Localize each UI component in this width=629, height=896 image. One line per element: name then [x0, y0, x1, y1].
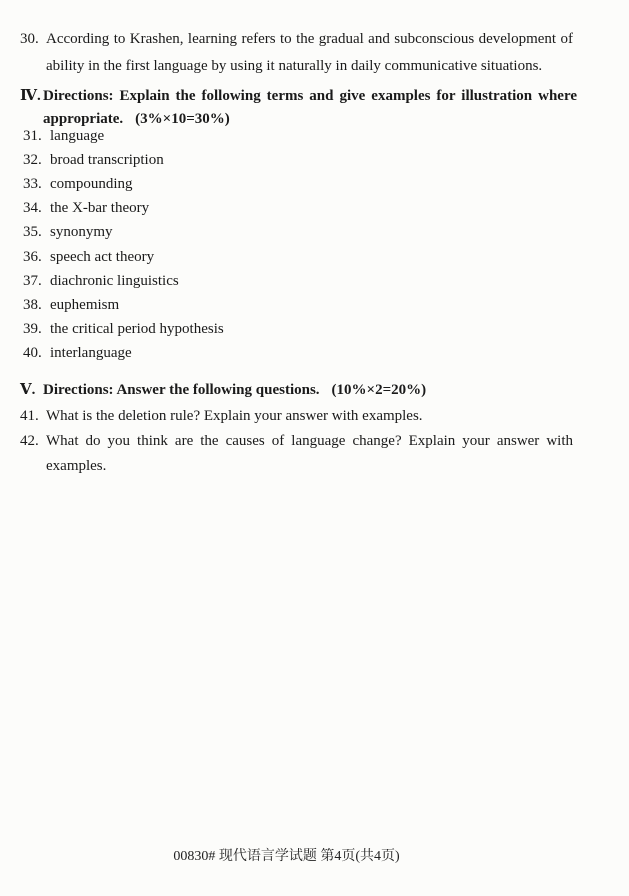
term-number: 37.	[23, 272, 42, 289]
terms-list	[23, 124, 583, 366]
section-number: Ⅴ.	[20, 382, 36, 398]
term-label: language	[50, 127, 105, 144]
term-item	[23, 148, 583, 172]
section-score: (10%×2=20%)	[331, 382, 427, 398]
term-number: 40.	[23, 345, 42, 362]
term-number: 36.	[23, 248, 42, 265]
term-number: 35.	[23, 224, 42, 241]
term-item	[23, 172, 583, 196]
term-label: compounding	[50, 175, 133, 192]
term-number: 33.	[23, 175, 42, 192]
term-number: 32.	[23, 151, 42, 168]
item-number: 42.	[20, 433, 39, 449]
term-item	[23, 197, 583, 221]
item-text: What is the deletion rule? Explain your answer with examples.	[46, 408, 423, 424]
term-number: 38.	[23, 296, 42, 313]
term-number: 39.	[23, 321, 42, 338]
term-label: diachronic linguistics	[50, 272, 179, 289]
question-item-30	[20, 26, 573, 80]
term-item	[23, 245, 583, 269]
term-item	[23, 318, 583, 342]
term-item	[23, 342, 583, 366]
item-number: 41.	[20, 408, 39, 424]
term-label: interlanguage	[50, 345, 132, 362]
section-header-5	[20, 379, 600, 402]
term-number: 34.	[23, 200, 42, 217]
term-label: speech act theory	[50, 248, 155, 265]
section-number: Ⅳ.	[20, 88, 41, 104]
question-item-41	[20, 404, 580, 429]
item-text: What do you think are the causes of language change? Explain your answer with examples.	[46, 433, 573, 474]
term-item	[23, 221, 583, 245]
term-number: 31.	[23, 127, 42, 144]
term-label: the X-bar theory	[50, 200, 150, 217]
section-title: Directions: Explain the following terms and give examples for illustration where appropriate.	[43, 88, 577, 127]
term-item	[23, 124, 583, 148]
section-title: Directions: Answer the following questions.	[43, 382, 320, 398]
term-label: broad transcription	[50, 151, 164, 168]
item-text: According to Krashen, learning refers to the gradual and subconscious development of ability in the first language by using it naturally in daily communicative situations.	[46, 31, 573, 74]
question-item-42	[20, 429, 573, 479]
term-item	[23, 269, 583, 293]
section-title-wrap	[43, 379, 600, 402]
term-label: euphemism	[50, 296, 120, 313]
term-label: synonymy	[50, 224, 113, 241]
term-label: the critical period hypothesis	[50, 321, 224, 338]
term-item	[23, 293, 583, 317]
item-number: 30.	[20, 31, 39, 47]
page-footer: 00830# 现代语言学试题 第4页(共4页)	[173, 849, 400, 864]
section-score: (3%×10=30%)	[135, 111, 230, 127]
